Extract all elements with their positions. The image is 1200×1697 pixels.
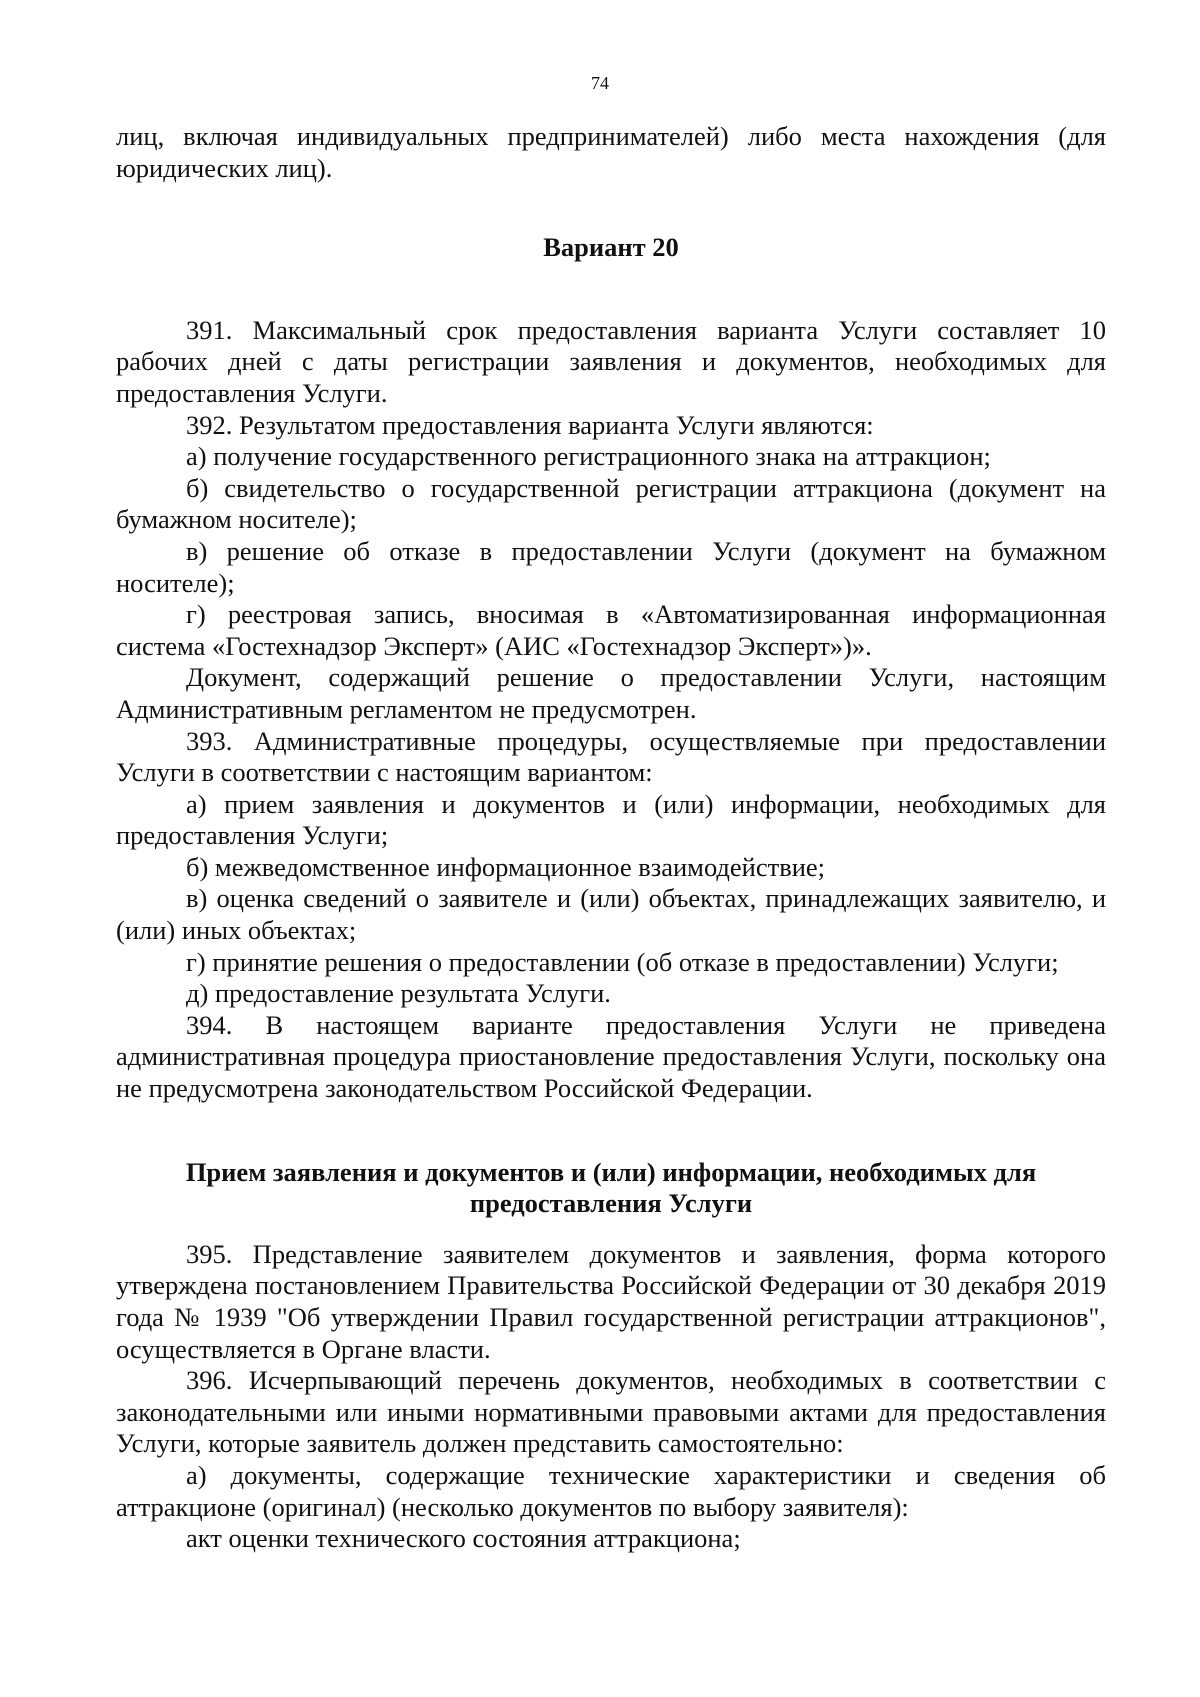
list-item-393b: б) межведомственное информационное взаимодействие; bbox=[186, 851, 826, 882]
paragraph-391: 391. Максимальный срок предоставления варианта Услуги составляет 10 рабочих дней с даты регистрации заявления и документов, необходимых для предоставления Услуги. bbox=[116, 314, 1106, 408]
list-item-393a: а) прием заявления и документов и (или) информации, необходимых для предоставления Услуги; bbox=[116, 788, 1106, 851]
list-item-392a: а) получение государственного регистрационного знака на аттракцион; bbox=[186, 441, 991, 472]
list-item-393d: д) предоставление результата Услуги. bbox=[186, 978, 611, 1009]
list-item-392v: в) решение об отказе в предоставлении Услуги (документ на бумажном носителе); bbox=[116, 535, 1106, 598]
list-item-393g: г) принятие решения о предоставлении (об отказе в предоставлении) Услуги; bbox=[186, 946, 1059, 977]
page-content bbox=[116, 121, 1106, 1555]
list-item-396a-act: акт оценки технического состояния аттракциона; bbox=[186, 1523, 741, 1554]
section-heading-reception bbox=[116, 1157, 1106, 1220]
list-item-392b: б) свидетельство о государственной регистрации аттракциона (документ на бумажном носителе); bbox=[116, 472, 1106, 535]
section-heading-line-1: Прием заявления и документов и (или) информации, необходимых для bbox=[185, 1156, 1037, 1187]
paragraph-395: 395. Представление заявителем документов и заявления, форма которого утверждена постановлением Правительства Российской Федерации от 30 декабря 2019 года № 1939 "Об утверждении Правил государственной регистрации аттракционов", осуществляется в Органе власти. bbox=[116, 1238, 1106, 1364]
section-heading-variant: Вариант 20 bbox=[543, 232, 679, 263]
section-heading-line-2: предоставления Услуги bbox=[469, 1188, 753, 1219]
paragraph-393: 393. Административные процедуры, осуществляемые при предоставлении Услуги в соответствии с настоящим вариантом: bbox=[116, 725, 1106, 788]
list-item-396a: а) документы, содержащие технические характеристики и сведения об аттракционе (оригинал) (несколько документов по выбору заявителя): bbox=[116, 1459, 1106, 1522]
list-item-393v: в) оценка сведений о заявителе и (или) объектах, принадлежащих заявителю, и (или) иных объектах; bbox=[116, 883, 1106, 946]
paragraph-document-note: Документ, содержащий решение о предоставлении Услуги, настоящим Административным регламентом не предусмотрен. bbox=[116, 662, 1106, 724]
paragraph-394: 394. В настоящем варианте предоставления Услуги не приведена административная процедура приостановление предоставления Услуги, поскольку она не предусмотрена законодательством Российской Федерации. bbox=[116, 1009, 1106, 1104]
paragraph-392: 392. Результатом предоставления варианта Услуги являются: bbox=[186, 409, 874, 440]
page-number: 74 bbox=[591, 73, 609, 93]
paragraph-396: 396. Исчерпывающий перечень документов, необходимых в соответствии с законодательными или иными нормативными правовыми актами для предоставления Услуги, которые заявитель должен представить самостоятельно: bbox=[116, 1365, 1106, 1459]
list-item-392g: г) реестровая запись, вносимая в «Автоматизированная информационная система «Гостехнадзор Эксперт» (АИС «Гостехнадзор Эксперт»)». bbox=[116, 599, 1106, 661]
paragraph-continuation: лиц, включая индивидуальных предпринимателей) либо места нахождения (для юридических лиц). bbox=[116, 121, 1106, 183]
